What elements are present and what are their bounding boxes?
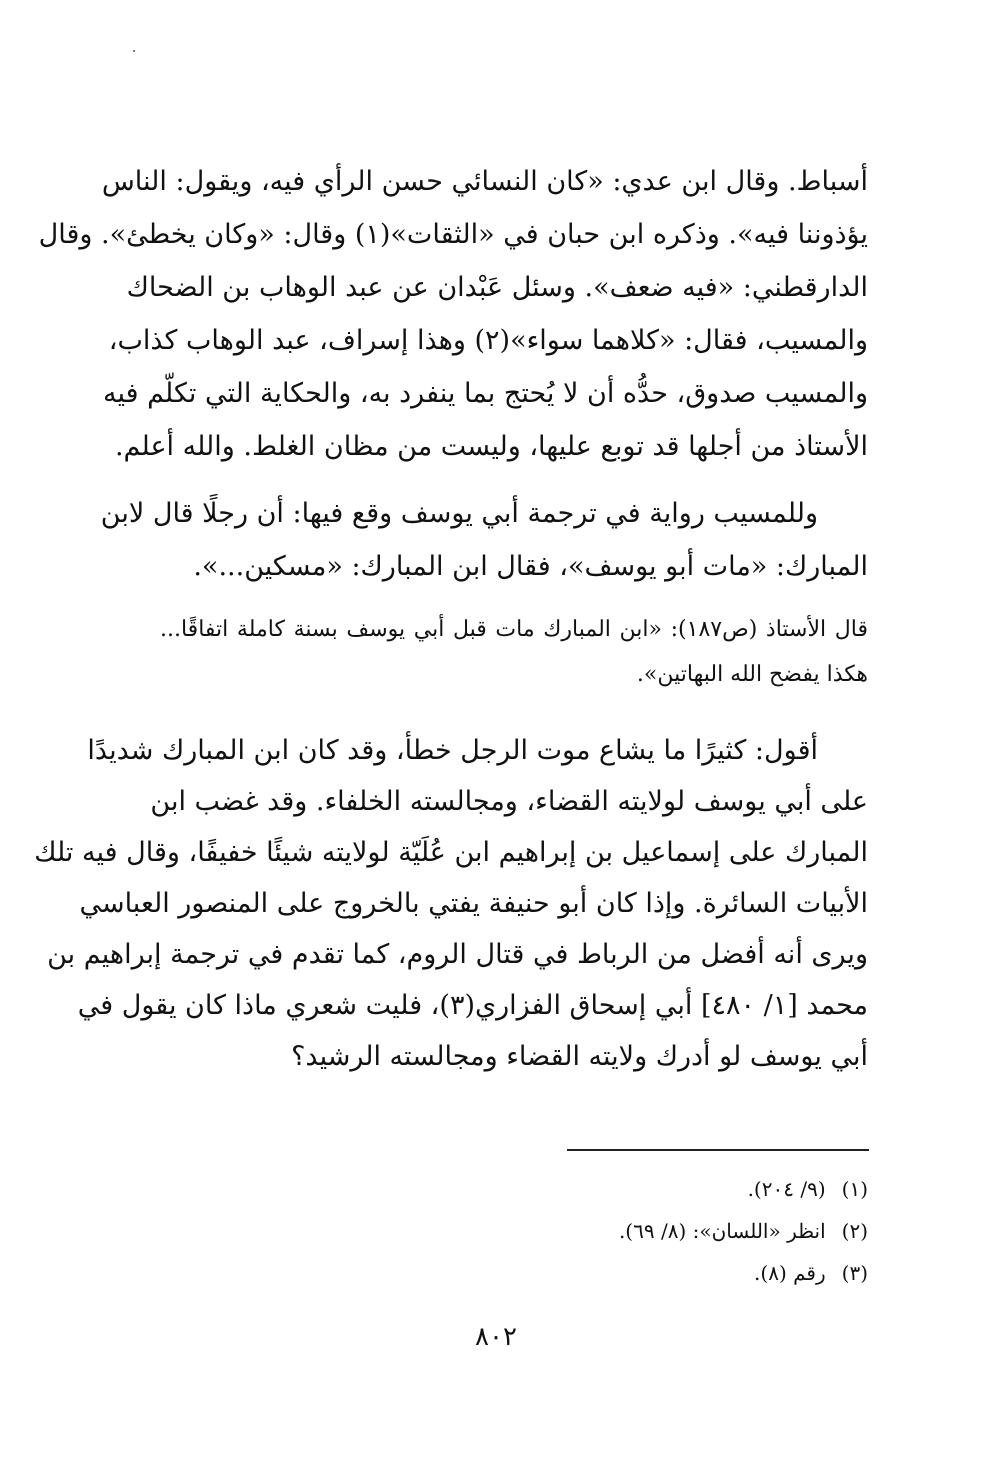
footnote-number: (٣) <box>841 1261 868 1285</box>
text-line: قال الأستاذ (ص١٨٧): «ابن المبارك مات قبل أبي يوسف بسنة كاملة اتفاقًا... <box>160 617 868 642</box>
main-text <box>34 155 868 1082</box>
text-line: أقول: كثيرًا ما يشاع موت الرجل خطأ، وقد كان ابن المبارك شديدًا <box>87 735 818 766</box>
footnote-text: انظر «اللسان»: (٨/ ٦٩). <box>618 1219 826 1243</box>
text-line: المبارك: «مات أبو يوسف»، فقال ابن المبارك: «مسكين...». <box>193 551 868 582</box>
footnote-2 <box>400 1210 868 1252</box>
text-line: أبي يوسف لو أدرك ولايته القضاء ومجالسته الرشيد؟ <box>291 1041 868 1072</box>
text-line: والمسيب صدوق، حدُّه أن لا يُحتج بما ينفرد به، والحكاية التي تكلّم فيه <box>102 378 868 409</box>
text-line: محمد [١/ ٤٨٠] أبي إسحاق الفزاري(٣)، فليت شعري ماذا كان يقول في <box>77 990 868 1021</box>
scan-speck <box>133 50 135 52</box>
text-line: على أبي يوسف لولايته القضاء، ومجالسته الخلفاء. وقد غضب ابن <box>150 786 868 817</box>
text-line: والمسيب، فقال: «كلاهما سواء»(٢) وهذا إسراف، عبد الوهاب كذاب، <box>108 325 868 356</box>
text-line: أسباط. وقال ابن عدي: «كان النسائي حسن الرأي فيه، ويقول: الناس <box>101 166 868 197</box>
footnote-text: (٩/ ٢٠٤). <box>747 1177 826 1201</box>
text-line: الأبيات السائرة. وإذا كان أبو حنيفة يفتي بالخروج على المنصور العباسي <box>79 888 868 919</box>
paragraph-2 <box>100 487 868 593</box>
quoted-passage <box>160 607 868 697</box>
text-line: وللمسيب رواية في ترجمة أبي يوسف وقع فيها: أن رجلًا قال لابن <box>100 498 818 529</box>
footnote-number: (٢) <box>841 1219 868 1243</box>
text-line: يؤذوننا فيه». وذكره ابن حبان في «الثقات»(١) وقال: «وكان يخطئ». وقال <box>38 219 868 250</box>
text-line: الأستاذ من أجلها قد توبع عليها، وليست من مظان الغلط. والله أعلم. <box>114 431 868 462</box>
paragraph-3 <box>34 725 868 1082</box>
footnote-text: رقم (٨). <box>754 1261 826 1285</box>
paragraph-1 <box>38 155 868 473</box>
footnote-number: (١) <box>841 1177 868 1201</box>
text-line: الدارقطني: «فيه ضعف». وسئل عَبْدان عن عبد الوهاب بن الضحاك <box>126 272 868 303</box>
text-line: المبارك على إسماعيل بن إبراهيم ابن عُلَيّة لولايته شيئًا خفيفًا، وقال فيه تلك <box>34 837 868 868</box>
text-line: هكذا يفضح الله البهاتين». <box>636 662 868 687</box>
page-number: ٨٠٢ <box>475 1322 517 1352</box>
footnotes <box>400 1168 868 1294</box>
footnote-divider <box>567 1149 869 1151</box>
text-line: ويرى أنه أفضل من الرباط في قتال الروم، كما تقدم في ترجمة إبراهيم بن <box>47 939 868 970</box>
footnote-1 <box>400 1168 868 1210</box>
footnote-3 <box>400 1252 868 1294</box>
